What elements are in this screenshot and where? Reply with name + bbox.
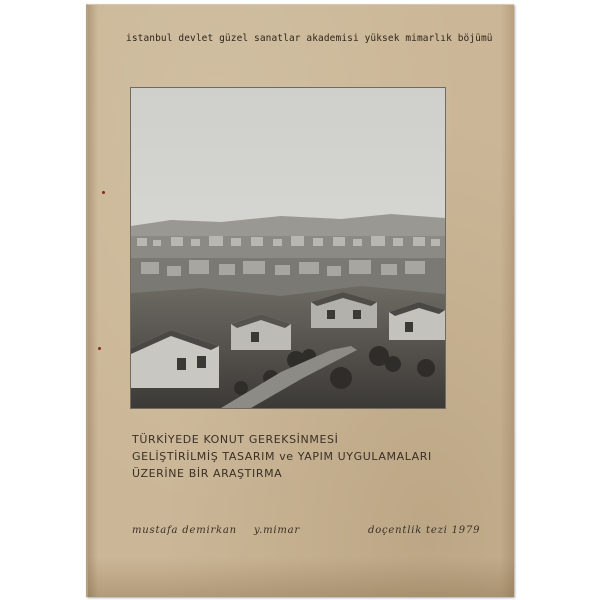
author-name: mustafa demirkan <box>132 525 237 536</box>
thesis-note: doçentlik tezi 1979 <box>368 525 481 536</box>
stain-mark <box>98 347 101 350</box>
cover-photo-city-view <box>130 87 446 409</box>
stain-mark <box>102 191 105 194</box>
book-cover <box>86 4 514 597</box>
spine-shadow <box>88 5 98 597</box>
edge-wear <box>500 5 514 597</box>
title-line-3: ÜZERİNE BİR ARAŞTIRMA <box>132 467 283 480</box>
title-line-2: GELİŞTİRİLMİŞ TASARIM ve YAPIM UYGULAMALARI <box>132 450 432 463</box>
city-photo-illustration <box>131 88 445 408</box>
title-line-1: TÜRKİYEDE KONUT GEREKSİNMESİ <box>132 433 339 446</box>
bottom-wear <box>88 557 514 597</box>
author-degree: y.mimar <box>254 525 301 536</box>
institution-name: istanbul devlet güzel sanatlar akademisi yüksek mimarlık böjümü <box>126 33 493 44</box>
cover-title <box>132 431 432 482</box>
